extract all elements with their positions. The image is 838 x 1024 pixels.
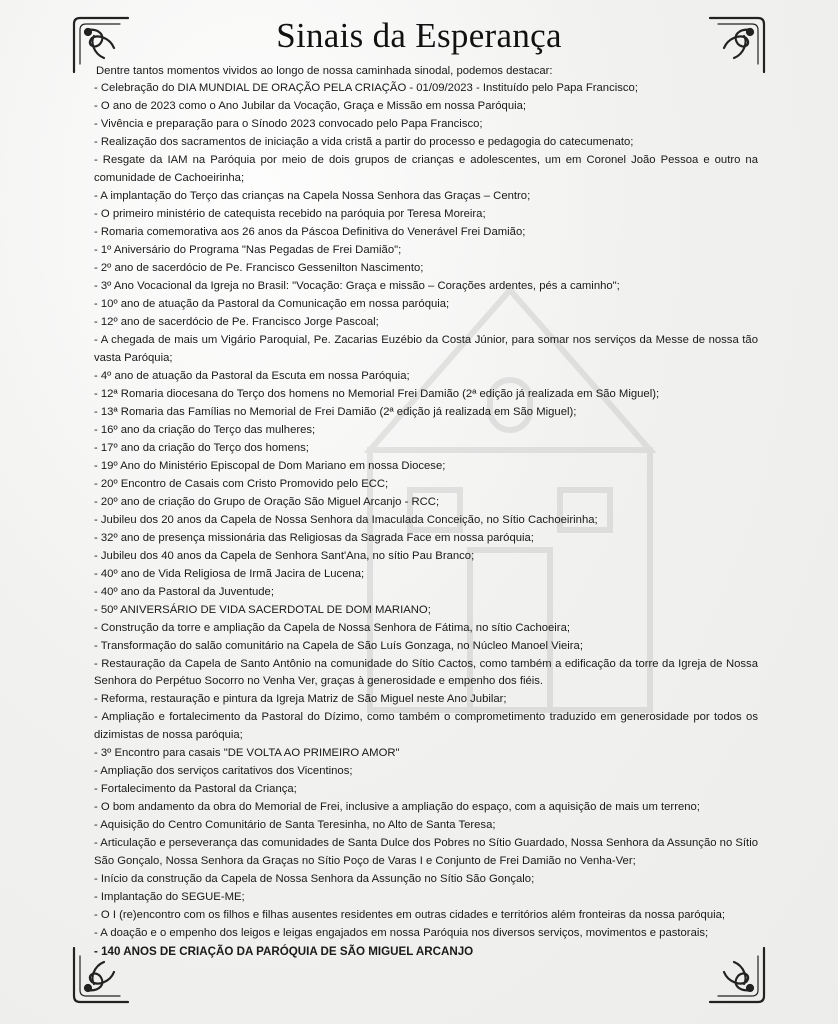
list-item: - Fortalecimento da Pastoral da Criança; — [94, 783, 297, 796]
list-item: - O ano de 2023 como o Ano Jubilar da Vocação, Graça e Missão em nossa Paróquia; — [94, 99, 527, 112]
highlights-list — [94, 80, 758, 961]
list-item: - Celebração do DIA MUNDIAL DE ORAÇÃO PELA CRIAÇÃO - 01/09/2023 - Instituído pelo Papa Francisco; — [94, 82, 638, 94]
list-item: - 40º ano de Vida Religiosa de Irmã Jacira de Lucena; — [94, 567, 365, 580]
list-item: - Transformação do salão comunitário na Capela de São Luís Gonzaga, no Núcleo Manoel Vieira; — [94, 639, 583, 652]
list-item: - O bom andamento da obra do Memorial de Frei, inclusive a ampliação do espaço, com a aquisição de mais um terreno; — [94, 801, 700, 814]
list-item: - Ampliação e fortalecimento da Pastoral do Dízimo, como também o comprometimento traduzido em generosidade por todos os dizimistas de nossa paróquia; — [94, 711, 758, 742]
list-item: - Romaria comemorativa aos 26 anos da Páscoa Definitiva do Venerável Frei Damião; — [94, 225, 526, 238]
list-item: - 3º Ano Vocacional da Igreja no Brasil: "Vocação: Graça e missão – Corações ardentes, pés a caminho"; — [94, 279, 620, 292]
list-item: - O I (re)encontro com os filhos e filhas ausentes residentes em outras cidades e territórios além fronteiras da nossa paróquia; — [94, 909, 726, 922]
list-item: - Articulação e perseverança das comunidades de Santa Dulce dos Pobres no Sítio Guardado, Nossa Senhora da Assunção no Sítio São Gonçalo, Nossa Senhora da Graças no Sítio Poço de Varas I e Conjunto de Frei Damião no Venha-Ver; — [94, 837, 758, 868]
list-item: - Construção da torre e ampliação da Capela de Nossa Senhora de Fátima, no sítio Cachoeira; — [94, 621, 570, 634]
list-item: - O primeiro ministério de catequista recebido na paróquia por Teresa Moreira; — [94, 207, 486, 220]
list-item: - A chegada de mais um Vigário Paroquial, Pe. Zacarias Euzébio da Costa Júnior, para somar nos serviços da Messe de nossa tão vasta Paróquia; — [94, 333, 758, 364]
list-item: - 4º ano de atuação da Pastoral da Escuta em nossa Paróquia; — [94, 369, 410, 382]
list-item: - Início da construção da Capela de Nossa Senhora da Assunção no Sítio São Gonçalo; — [94, 873, 535, 886]
list-item: - Reforma, restauração e pintura da Igreja Matriz de São Miguel neste Ano Jubilar; — [94, 693, 507, 706]
list-item: - 10º ano de atuação da Pastoral da Comunicação em nossa paróquia; — [94, 297, 450, 310]
list-item: - Vivência e preparação para o Sínodo 2023 convocado pelo Papa Francisco; — [94, 117, 483, 130]
intro-text: Dentre tantos momentos vividos ao longo de nossa caminhada sinodal, podemos destacar: — [96, 65, 553, 77]
list-item: - 140 ANOS DE CRIAÇÃO DA PARÓQUIA DE SÃO MIGUEL ARCANJO — [94, 945, 474, 959]
list-item: - 17º ano da criação do Terço dos homens; — [94, 441, 309, 454]
list-item: - A implantação do Terço das crianças na Capela Nossa Senhora das Graças – Centro; — [94, 189, 531, 202]
list-item: - 50º ANIVERSÁRIO DE VIDA SACERDOTAL DE DOM MARIANO; — [94, 603, 431, 616]
list-item: - Jubileu dos 20 anos da Capela de Nossa Senhora da Imaculada Conceição, no Sítio Cachoeirinha; — [94, 513, 598, 526]
list-item: - 16º ano da criação do Terço das mulheres; — [94, 423, 316, 436]
list-item: - 1º Aniversário do Programa "Nas Pegadas de Frei Damião"; — [94, 243, 402, 256]
list-item: - Ampliação dos serviços caritativos dos Vicentinos; — [94, 765, 353, 778]
list-item: - 12ª Romaria diocesana do Terço dos homens no Memorial Frei Damião (2ª edição já realizada em São Miguel); — [94, 387, 660, 400]
list-item: - Realização dos sacramentos de iniciação a vida cristã a partir do processo e pedagogia do catecumenato; — [94, 135, 634, 148]
list-item: - 13ª Romaria das Famílias no Memorial de Frei Damião (2ª edição já realizada em São Miguel); — [94, 405, 577, 418]
list-item: - Resgate da IAM na Paróquia por meio de dois grupos de crianças e adolescentes, um em Coronel João Pessoa e outro na comunidade de Cachoeirinha; — [94, 153, 758, 184]
page-title: Sinais da Esperança — [276, 16, 562, 55]
list-item: - 3º Encontro para casais "DE VOLTA AO PRIMEIRO AMOR" — [94, 747, 400, 760]
list-item: - Restauração da Capela de Santo Antônio na comunidade do Sítio Cactos, como também a edificação da torre da Igreja de Nossa Senhora do Perpétuo Socorro no Venha Ver, graças à generosidade e empenho dos fiéis. — [94, 657, 758, 688]
list-item: - Implantação do SEGUE-ME; — [94, 891, 245, 904]
list-item: - Jubileu dos 40 anos da Capela de Senhora Sant'Ana, no sítio Pau Branco; — [94, 549, 475, 562]
list-item: - 20º ano de criação do Grupo de Oração São Miguel Arcanjo - RCC; — [94, 495, 440, 508]
list-item: - 40º ano da Pastoral da Juventude; — [94, 585, 274, 598]
list-item: - A doação e o empenho dos leigos e leigas engajados em nossa Paróquia nos diversos serviços, movimentos e pastorais; — [94, 927, 709, 940]
list-item: - 19º Ano do Ministério Episcopal de Dom Mariano em nossa Diocese; — [94, 459, 446, 472]
list-item: - 2º ano de sacerdócio de Pe. Francisco Gessenilton Nascimento; — [94, 261, 424, 274]
list-item: - 32º ano de presença missionária das Religiosas da Sagrada Face em nossa paróquia; — [94, 531, 534, 544]
list-item: - 12º ano de sacerdócio de Pe. Francisco Jorge Pascoal; — [94, 315, 379, 328]
list-item: - Aquisição do Centro Comunitário de Santa Teresinha, no Alto de Santa Teresa; — [94, 819, 496, 832]
list-item: - 20º Encontro de Casais com Cristo Promovido pelo ECC; — [94, 477, 389, 490]
